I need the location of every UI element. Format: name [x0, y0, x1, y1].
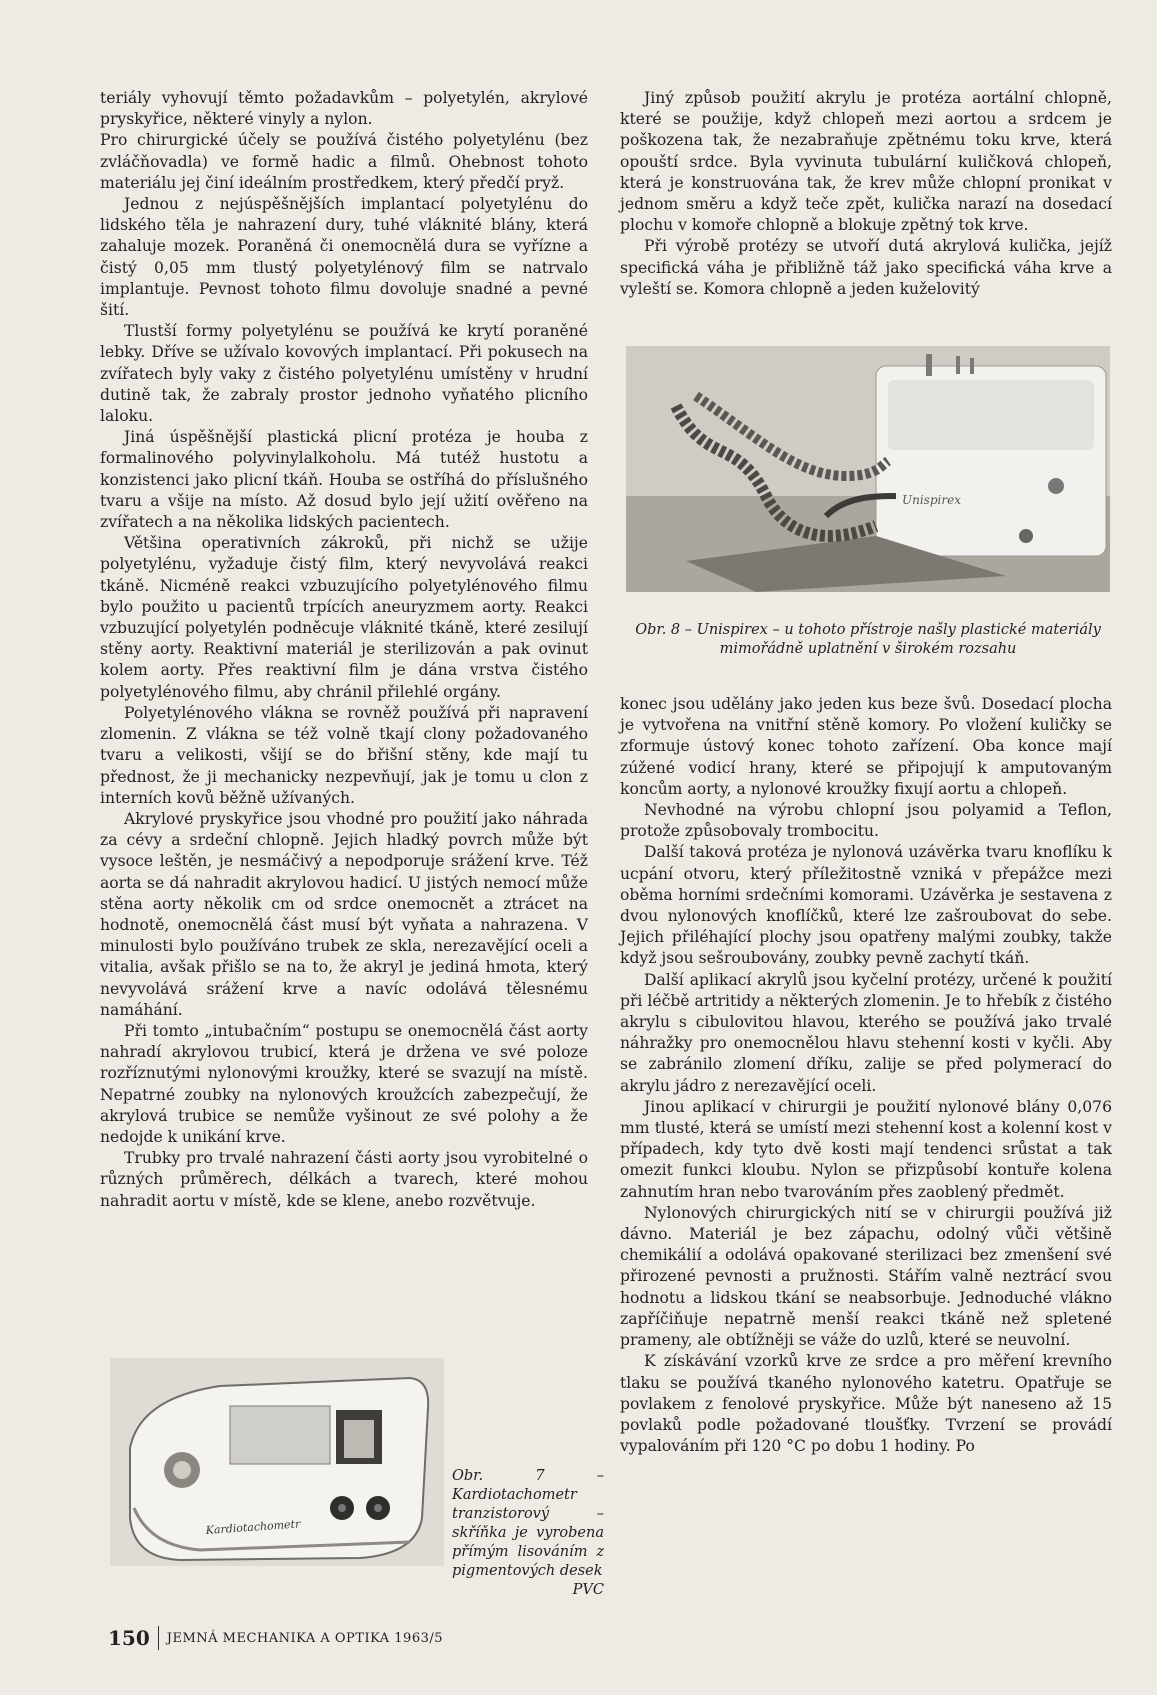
caption-text: Obr. 7 – Kardiotachometr tranzistorový – skříňka je vyrobena přímým lisováním z pigmentových desek: [452, 1468, 604, 1579]
paragraph: Nylonových chirurgických nití se v chirurgii používá již dávno. Materiál je bez zápachu, odolný vůči většině chemikálií a odolává opakované sterilizaci bez zmenšení své přirozené pevnosti a pružnosti. Stářím valně neztrácí svou hodnotu a lidskou tkání se neabsorbuje. Jednoduché vlákno zapříčiňuje nepatrně menší reakci tkáně než spletené prameny, ale obtížněji se váže do uzlů, které se neuvolní.: [620, 1203, 1112, 1350]
caption-line: Obr. 8 – Unispirex – u tohoto přístroje našly plastické materiály: [635, 622, 1101, 638]
paragraph: Jinou aplikací v chirurgii je použití nylonové blány 0,076 mm tlusté, která se umístí mezi stehenní kost a kolenní kost v případech, kdy tyto dvě kosti mají tendenci srůstat a tak omezit funkci kloubu. Nylon se přizpůsobí kontuře kolena zahnutím hran nebo tvarováním přes zaoblený předmět.: [620, 1097, 1112, 1201]
paragraph: K získávání vzorků krve ze srdce a pro měření krevního tlaku se používá tkaného nylonového katetru. Opatřuje se povlakem z fenolové pryskyřice. Může být naneseno až 15 povlaků podle požadované tloušťky. Tvrzení se provádí vypalováním při 120 °C po dobu 1 hodiny. Po: [620, 1352, 1112, 1456]
unispirex-device-image: [626, 346, 1110, 592]
device-label: Kardiotachometr: [205, 1517, 301, 1537]
paragraph: Polyetylénového vlákna se rovněž používá při napravení zlomenin. Z vlákna se též volně tkají clony požadovaného tvaru a velikosti, všijí se do břišní stěny, kde mají tu přednost, že ji mechanicky nezpevňují, jak je tomu u clon z interních kovů běžně užívaných.: [100, 703, 588, 807]
page-number: 150: [108, 1626, 150, 1650]
figure-7-caption: [452, 1467, 604, 1600]
paragraph: Trubky pro trvalé nahrazení části aorty jsou vyrobitelné o různých průměrech, délkách a tvarech, které mohou nahradit aortu v místě, kde se klene, anebo rozvětvuje.: [100, 1149, 588, 1210]
cardiotachometer-image: [110, 1358, 444, 1566]
paragraph: Jednou z nejúspěšnějších implantací polyetylénu do lidského těla je nahrazení dury, tuhé vláknité blány, která zahaluje mozek. Poraněná či onemocnělá dura se vyřízne a čistý 0,05 mm tlustý polyetylénový film se natrvalo implantuje. Pevnost tohoto filmu dovoluje snadné a pevné šití.: [100, 195, 588, 320]
paragraph: Jiná úspěšnější plastická plicní protéza je houba z formalinového polyvinylalkoholu. Má tutéž hustotu a konzistenci jako plicní tkáň. Houba se ostříhá do příslušného tvaru a všije na místo. Až dosud bylo její užití ověřeno na zvířatech a na několika lidských pacientech.: [100, 428, 588, 532]
paragraph: teriály vyhovují těmto požadavkům – polyetylén, akrylové pryskyřice, některé vinyly a nylon.: [100, 89, 588, 129]
journal-title: JEMNÁ MECHANIKA A OPTIKA 1963/5: [166, 1630, 444, 1646]
paragraph: Jiný způsob použití akrylu je protéza aortální chlopně, které se použije, když chlopeň mezi aortou a srdcem je poškozena tak, že nezabraňuje zpětnému toku krve, která opouští srdce. Byla vyvinuta tubulární kuličková chlopeň, která je konstruována tak, že krev může chlopní pronikat v jednom směru a když teče zpět, kulička narazí na dosedací plochu v komoře chlopně a blokuje zpětný tok krve.: [620, 89, 1112, 235]
right-column-bottom: [620, 694, 1112, 1457]
paragraph: Akrylové pryskyřice jsou vhodné pro použití jako náhrada za cévy a srdeční chlopně. Jejich hladký povrch může být vysoce leštěn, je nesmáčivý a nepodporuje srážení krve. Též aorta se dá nahradit akrylovou hadicí. U jistých nemocí může stěna aorty několik cm od srdce onemocnět a ztrácet na hodnotě, onemocnělá část musí být vyňata a nahrazena. V minulosti bylo používáno trubek ze skla, nerezavějící oceli a vitalia, avšak přišlo se na to, že akryl je jediná hmota, který nevyvolává srážení krve a navíc odolává tělesnému namáhání.: [100, 809, 588, 1019]
paragraph: Většina operativních zákroků, při nichž se užije polyetylénu, vyžaduje čistý film, který nevyvolává reakci tkáně. Nicméně reakci vzbuzujícího polyetylénového filmu bylo použito u pacientů trpících aneuryzmem aorty. Reakci vzbuzující polyetylén podněcuje vláknité tkáně, které zesilují stěny aorty. Reaktivní materiál je sterilizován a pak ovinut kolem aorty. Přes reaktivní film je dána vrstva čistého polyetylénového filmu, aby chránil přilehlé orgány.: [100, 534, 588, 701]
paragraph: Nevhodné na výrobu chlopní jsou polyamid a Teflon, protože způsobovaly trombocitu.: [620, 801, 1112, 841]
caption-line: mimořádně uplatnění v širokém rozsahu: [719, 641, 1017, 657]
paragraph: Další aplikací akrylů jsou kyčelní protézy, určené k použití při léčbě artritidy a některých zlomenin. Je to hřebík z čistého akrylu s cibulovitou hlavou, kterého se používá jako trvalé náhražky pro onemocnělou hlavu stehenní kosti v kyčli. Aby se zabránilo zlomení dříku, zalije se před polymerací do akrylu jádro z nerezavějící oceli.: [620, 970, 1112, 1095]
page-footer: [108, 1626, 443, 1650]
left-column: [100, 88, 588, 1212]
paragraph: konec jsou udělány jako jeden kus beze švů. Dosedací plocha je vytvořena na vnitřní stěně komory. Po vložení kuličky se zformuje ústový konec tohoto zařízení. Oba konce mají zúžené vodicí hrany, které se připojují k amputovaným koncům aorty, a nylonové kroužky fixují aortu a chlopeň.: [620, 695, 1112, 798]
paragraph: Pro chirurgické účely se používá čistého polyetylénu (bez zvláčňovadla) ve formě hadic a filmů. Ohebnost tohoto materiálu jej činí ideálním prostředkem, který předčí pryž.: [100, 131, 588, 192]
footer-divider: [158, 1626, 159, 1650]
paragraph: Tlustší formy polyetylénu se používá ke krytí poraněné lebky. Dříve se užívalo kovových implantací. Při pokusech na zvířatech byly vaky z čistého polyetylénu umístěny v hrudní dutině tak, že zabraly prostor jednoho vyňatého plicního laloku.: [100, 322, 588, 426]
right-column-top: [620, 88, 1112, 300]
figure-7-photo: [110, 1358, 444, 1566]
paragraph: Při výrobě protézy se utvoří dutá akrylová kulička, jejíž specifická váha je přibližně táž jako specifická váha krve a vyleští se. Komora chlopně a jeden kuželovitý: [620, 237, 1112, 298]
caption-text-last: PVC: [572, 1582, 604, 1598]
paragraph: Při tomto „intubačním“ postupu se onemocnělá část aorty nahradí akrylovou trubicí, která je držena ve své poloze rozříznutými nylonovými kroužky, které se svazují na místě. Nepatrné zoubky na nylonových kroužcích zabezpečují, že akrylová trubice se nemůže vyšinout ze své polohy a že nedojde k unikání krve.: [100, 1021, 588, 1146]
paragraph: Další taková protéza je nylonová uzávěrka tvaru knoflíku k ucpání otvoru, který příležitostně vzniká v přepážce mezi oběma horními srdečními komorami. Uzávěrka je sestavena z dvou nylonových knoflíčků, které lze zašroubovat do sebe. Jejich přiléhající plochy jsou opatřeny malými zoubky, takže když jsou sešroubovány, zoubky pevně zachytí tkáň.: [620, 843, 1112, 968]
figure-8-caption: [626, 621, 1110, 659]
figure-8-photo: [626, 346, 1110, 592]
device-label: Unispirex: [902, 493, 961, 507]
